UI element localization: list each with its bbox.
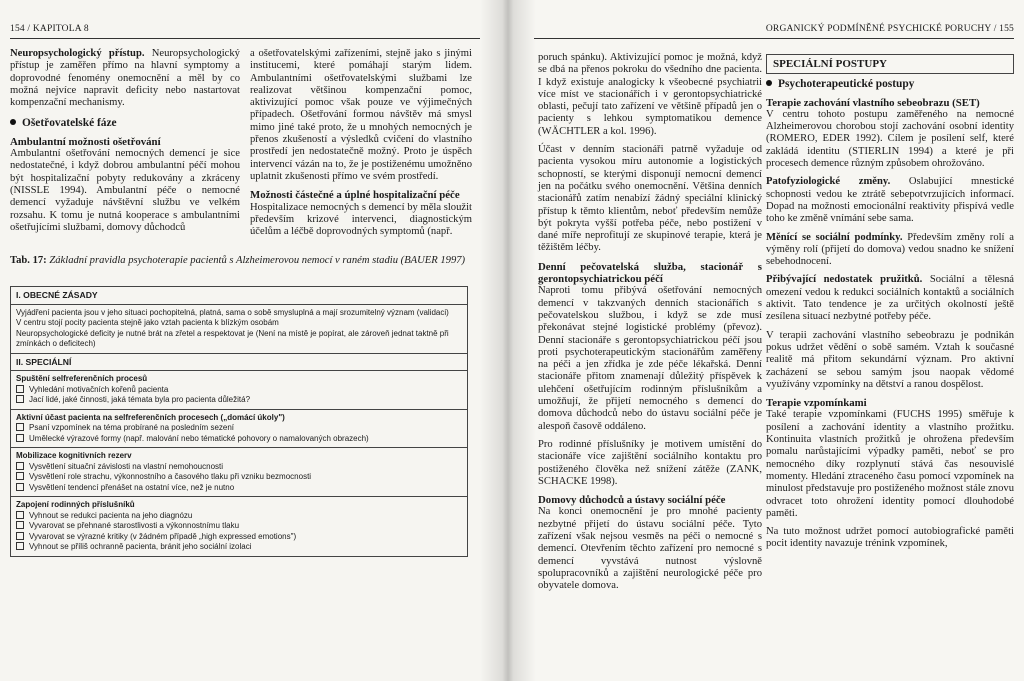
paragraph-heading: Neuropsychologický přístup. (10, 48, 145, 59)
group-item-text: Vyvarovat se přehnané starostlivosti a výkonnostnímu tlaku (29, 521, 240, 530)
group-item-text: Psaní vzpomínek na téma probírané na posledním sezení (29, 423, 235, 432)
bullet-icon (766, 80, 772, 86)
checkbox-icon (16, 395, 24, 403)
psychotherapy-rules-table (10, 286, 468, 557)
group-item-text: Vyhnout se redukci pacienta na jeho diagnózu (29, 510, 193, 520)
paragraph: Naproti tomu přibývá ošetřování nemocných demencí v takzvaných denních stacionářích s pečovatelskou službou, i když se zde musí překonávat stejné logistické problémy (převoz). Denní stacionáře s gerontopsychiatrickou péčí jsou proti psychoterapeutickým stacionářům zaměřeny na péči a jen zřídka je zde péče lékařská. Denní stacionáře přitom znamenají důležitý příspěvek k ulehčení ošetřujícím rodinným příslušníkům a umožňují, že přijetí nemocného s demencí do domova důchodců nebo do ústavu sociální péče je alespoň časově oddáleno. (538, 285, 762, 432)
group-item-text: Jací lidé, jaké činnosti, jaká témata byla pro pacienta důležitá? (29, 395, 251, 404)
group-item (16, 483, 462, 494)
section-title-text: Psychoterapeutické postupy (778, 78, 915, 91)
checkbox-icon (16, 472, 24, 480)
group-item-text: Vysvětlení role strachu, výkonnostního a časového tlaku při vzniku bezmocnosti (29, 472, 312, 481)
subheading: Denní pečovatelská služba, stacionář s gerontopsychiatrickou péčí (538, 260, 762, 286)
right-page (506, 0, 1024, 681)
left-column-2 (250, 48, 472, 244)
section-title-text: Ošetřovatelské fáze (22, 117, 117, 130)
group-item-text: Vyhnout se příliš ochranně pacienta, bránit jeho sociální izolaci (29, 542, 252, 551)
paragraph-text: Sociální a tělesná omezení vedou k redukci sociálních kontaktů a sociálních aktivit. Tato tendence je za určitých okolností ještě zesílena situací nezbytné potřeby péče. (766, 274, 1014, 323)
paragraph-heading: Měnící se sociální podmínky. (766, 231, 903, 243)
group-item (16, 434, 462, 445)
left-head-rule (10, 38, 480, 39)
paragraph-text: Neuropsychologický přístup je zaměřen přímo na hlavní symptomy a doprovodné fenomény onemocnění a měl by co možná nejvíce napravit deficity nebo nastartovat kompenzační mechanismy. (10, 48, 240, 109)
right-running-head: ORGANICKÝ PODMÍNĚNÉ PSYCHICKÉ PORUCHY / 155 (765, 24, 1014, 34)
subheading: Terapie vzpomínkami (766, 397, 867, 410)
checkbox-icon (16, 385, 24, 393)
caption-text: Základní pravidla psychoterapie pacientů s Alzheimerovou nemocí v raném stadiu (BAUER 1997) (49, 255, 466, 266)
right-head-rule (534, 38, 1014, 39)
checkbox-icon (16, 462, 24, 470)
group-item (16, 395, 462, 406)
group-item-text: Vysvětlení tendencí přenášet na ostatní více, než je nutno (29, 482, 235, 492)
left-column-1 (10, 48, 240, 240)
right-column-1 (538, 52, 762, 598)
subheading: Terapie zachování vlastního sebeobrazu (SET) (766, 96, 980, 109)
special-procedures-box: SPECIÁLNÍ POSTUPY (766, 54, 1014, 74)
paragraph-text: Především změny rolí a výměny rolí (přijetí do domova) vedou snadno ke snížení sebehodnocení. (766, 231, 1014, 268)
paragraph: V terapii zachování vlastního sebeobrazu je podnikán pokus udržet vědění o sobě samém. Vztah k současné realitě má přitom sekundární význam. Pro aktivní zacházení se sebou samým jsou naopak vědomé využívány vzpomínky na dětství a ranou dospělost. (766, 329, 1014, 390)
bullet-icon (10, 119, 16, 125)
subheading: Domovy důchodců a ústavy sociální péče (538, 494, 726, 507)
group-item (16, 385, 462, 396)
paragraph: V centru tohoto postupu zaměřeného na nemocné Alzheimerovou chorobou stojí zachování osobní identity (ROMERO, EDER 1992). Cílem je posílení self, které zakládá identitu (STIERLIN 1994) a které je při procesech demence různým způsobem ohrožováno. (766, 108, 1014, 170)
group-item (16, 532, 462, 543)
paragraph: Na konci onemocnění je pro mnohé pacienty nezbytné přijetí do ústavu sociální péče. Tyto zařízení však nejsou vesměs na péči o nemocné s demencí. Otevřením těchto zařízení pro nemocné s demencí vyvstává nutnost výslovně spolupracovníků a zajištění neurologické péče pro obyvatele domova. (538, 506, 762, 592)
paragraph: Hospitalizace nemocných s demencí by měla sloužit především krizové intervenci, diagnostickým účelům a léčbě doprovodných symptomů (např. (250, 201, 472, 238)
group-item (16, 521, 462, 532)
caption-label: Tab. 17: (10, 255, 47, 266)
group-item (16, 542, 462, 553)
subheading: Možnosti částečné a úplné hospitalizační péče (250, 189, 460, 202)
rule-item: Vyjádření pacienta jsou v jeho situaci pochopitelná, platná, sama o sobě smysluplná a mají srozumitelný význam (validaci) (16, 307, 449, 317)
group-title: Aktivní účast pacienta na selfreferenčních procesech („domácí úkoly") (16, 412, 285, 422)
general-rules-cell (11, 304, 468, 353)
table-group (11, 448, 468, 497)
group-title: Zapojení rodinných příslušníků (16, 500, 135, 509)
paragraph: Pro rodinné příslušníky je motivem umístění do stacionáře více zajištění sociálního kontaktu pro postiženého člověka než snížení zátěže (ZANK, SCHACKE 1998). (538, 438, 762, 487)
group-item (16, 472, 462, 483)
subheading: Ambulantní možnosti ošetřování (10, 135, 161, 148)
right-column-2 (766, 48, 1014, 557)
paragraph-heading: Patofyziologické změny. (766, 176, 891, 188)
rule-item: Neuropsychologické deficity je nutné brát na zřetel a respektovat je (Není na místě je popírat, ale zároveň jednat taktně při zmínkách o deficitech) (16, 328, 449, 348)
rule-item: V centru stojí pocity pacienta stejně jako vztah pacienta k blízkým osobám (16, 318, 279, 327)
group-item (16, 423, 462, 434)
paragraph: Na tuto možnost udržet pomocí autobiografické paměti pocit identity navazuje trénink vzpomínek, (766, 526, 1014, 550)
paragraph: poruch spánku). Aktivizující pomoc je možná, když se dbá na přenos pokroku do všedního dne pacienta. I když existuje analogicky k všeobecné psychiatrii více míst ve stacionářích i v gerontopsychiatrické oblasti, pečují tato zařízení ve většině případů jen o pacienty s lehkou symptomatikou demence (WÄCHTLER a kol. 1996). (538, 52, 762, 137)
group-item-text: Vyvarovat se výrazné kritiky (v žádném případě „high expressed emotions") (29, 531, 297, 541)
paragraph (766, 176, 1014, 225)
paragraph (766, 274, 1014, 323)
paragraph: Také terapie vzpomínkami (FUCHS 1995) směřuje k posílení a zachování identity a vlastního prožitku. Kontinuita vlastních prožitků je ohrožena především pomalu narůstajícími výpadky paměti, neboť se pro nemocného díky rozplynutí stává čas nesouvislé momenty. Hledání ztraceného času pomocí vzpomínek na minulost představuje pro postiženého možnost stále znovu odvracet toto ohrožení identity pomocí dlouhodobé paměti. (766, 409, 1014, 519)
group-title: Mobilizace kognitivních rezerv (16, 451, 132, 460)
table-group (11, 371, 468, 410)
checkbox-icon (16, 532, 24, 540)
group-title: Spuštění selfreferenčních procesů (16, 374, 148, 383)
left-page (0, 0, 506, 681)
checkbox-icon (16, 521, 24, 529)
left-running-head: 154 / KAPITOLA 8 (10, 24, 89, 34)
section-title (766, 78, 1014, 90)
checkbox-icon (16, 434, 24, 442)
paragraph (10, 48, 240, 109)
paragraph-text: Oslabující mnestické schopnosti vedou ke ztrátě sebepotvrzujících informací. Dopad na možnosti emocionální reaktivity přispívá vedle toho ke změně vnímání sebe sama. (766, 176, 1014, 225)
group-item-text: Vysvětlení situační závislosti na vlastní nemohoucnosti (29, 461, 224, 471)
table-section-special: II. SPECIÁLNÍ (11, 353, 468, 371)
table-group (11, 409, 468, 448)
group-item (16, 511, 462, 522)
paragraph: Ambulantní ošetřování nemocných demencí je sice nedostatečné, i když dobrou ambulantní péčí mohou být hospitalizační pobyty redukovány a zkráceny (NISSLE 1994). Ambulantní péče o nemocné demencí vyžaduje návštěvní službu ve velkém rozsahu. K tomu je nutná kooperace s ambulantními ošetřujícími službami, domovy důchodců (10, 148, 240, 233)
checkbox-icon (16, 423, 24, 431)
paragraph: a ošetřovatelskými zařízeními, stejně jako s jinými institucemi, které pomáhají starým lidem. Ambulantními ošetřovatelskými službami lze realizovat většinou kompenzační pomoc, aktivizující pomoc však pouze ve výjimečných případech. Ošetřování formou návštěv má smysl mimo jiné také proto, že u mnohých nemocných je přenos zkušeností a výsledků cvičení do vlastního prostředí jen nedostatečně možný. Proto je úspěch intervencí vázán na to, že je postiženému umožněno uplatnit zkušenosti přímo ve svém prostředí. (250, 48, 472, 182)
checkbox-icon (16, 511, 24, 519)
table-group (11, 497, 468, 557)
checkbox-icon (16, 483, 24, 491)
table-caption (10, 255, 470, 268)
checkbox-icon (16, 542, 24, 550)
paragraph (766, 232, 1014, 269)
group-item-text: Vyhledání motivačních kořenů pacienta (29, 384, 169, 394)
group-item (16, 462, 462, 473)
table-section-general: I. OBECNÉ ZÁSADY (11, 287, 468, 305)
section-title (10, 117, 240, 129)
paragraph: Účast v denním stacionáři patrně vyžaduje od pacienta vysokou míru autonomie a logistických schopností, se kterými disponují nemocní demencí jen na počátku svého onemocnění. Většina denních stacionářů zatím nenabízí žádný speciální klinický přístup k těmto klientům, neboť především nemůže být pokryta vyšší potřeba péče, nebo postižení v dané míře neprofitují ze skupinové terapie, která je těžištěm léčby. (538, 144, 762, 254)
group-item-text: Umělecké výrazové formy (např. malování nebo tématické pohovory o namalovaných obrazech) (29, 433, 369, 443)
book-gutter (480, 0, 536, 681)
paragraph-heading: Přibývající nedostatek pružitků. (766, 274, 923, 286)
